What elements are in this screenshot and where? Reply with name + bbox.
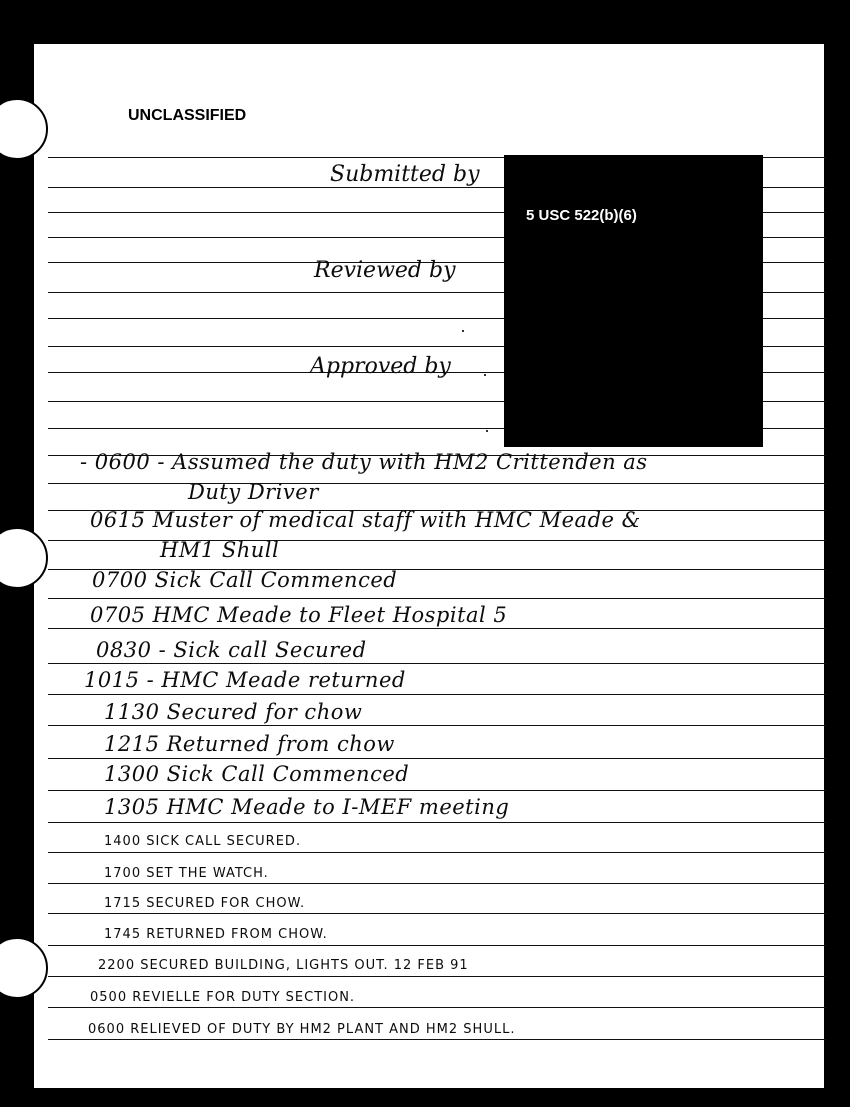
log-entry: 1400 SICK CALL SECURED. [104,834,302,849]
log-entry: HM1 Shull [160,538,280,562]
top-black-border [0,0,850,44]
log-entry: 0705 HMC Meade to Fleet Hospital 5 [90,603,508,627]
ink-mark [486,430,488,432]
log-entry: 1700 SET THE WATCH. [104,866,269,881]
ruled-line [48,483,826,484]
ruled-line [48,1007,826,1008]
approved-by-label: Approved by [310,354,451,379]
ruled-line [48,628,826,629]
ink-mark [484,374,486,376]
ruled-line [48,663,826,664]
log-entry: 0600 RELIEVED OF DUTY BY HM2 PLANT AND HM2 SHULL. [88,1022,516,1037]
reviewed-by-label: Reviewed by [314,258,456,283]
redaction-exemption-label: 5 USC 522(b)(6) [526,207,637,224]
log-entry: 0615 Muster of medical staff with HMC Meade & [90,508,641,532]
log-entry: 1215 Returned from chow [104,732,395,756]
ink-mark [462,330,464,332]
log-entry: - 0600 - Assumed the duty with HM2 Crittenden as [80,450,648,474]
classification-marking: UNCLASSIFIED [128,107,247,124]
log-entry: 1300 Sick Call Commenced [104,762,410,786]
ruled-line [48,790,826,791]
log-entry: 1715 SECURED FOR CHOW. [104,896,306,911]
log-entry: 2200 SECURED BUILDING, LIGHTS OUT. 12 FEB 91 [98,958,469,973]
log-entry: 0830 - Sick call Secured [96,638,367,662]
ruled-line [48,945,826,946]
ruled-line [48,822,826,823]
log-entry: 1015 - HMC Meade returned [84,668,406,692]
ruled-line [48,598,826,599]
log-entry: Duty Driver [188,480,319,504]
redaction-box [504,155,763,447]
ruled-line [48,883,826,884]
ruled-line [48,725,826,726]
log-entry: 0700 Sick Call Commenced [92,568,398,592]
log-entry: 1745 RETURNED FROM CHOW. [104,927,328,942]
ruled-line [48,694,826,695]
ruled-line [48,1039,826,1040]
log-entry: 1130 Secured for chow [104,700,363,724]
log-entry: 0500 REVIELLE FOR DUTY SECTION. [90,990,356,1005]
ruled-line [48,852,826,853]
ruled-line [48,913,826,914]
ruled-line [48,758,826,759]
log-entry: 1305 HMC Meade to I-MEF meeting [104,795,510,819]
ruled-line [48,976,826,977]
submitted-by-label: Submitted by [330,162,480,187]
